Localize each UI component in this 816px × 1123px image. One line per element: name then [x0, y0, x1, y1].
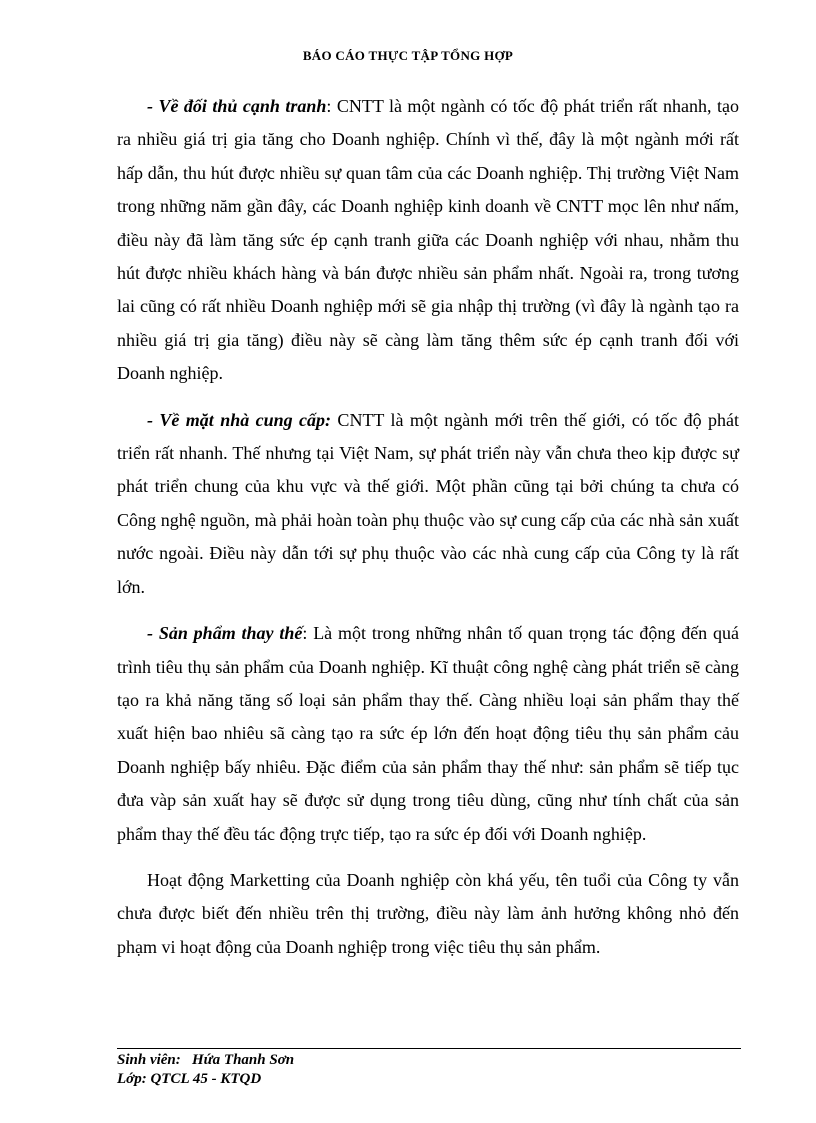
- page-header-title: BÁO CÁO THỰC TẬP TỔNG HỢP: [302, 48, 514, 63]
- footer-class-row: [117, 1070, 294, 1089]
- paragraph-text: : Là một trong những nhân tố quan trọng tác động đến quá trình tiêu thụ sản phẩm của Doanh nghiệp. Kĩ thuật công nghệ càng phát triển sẽ càng tạo ra khả năng tăng số loại sản phẩm thay thế. Càng nhiều loại sản phẩm thay thế xuất hiện bao nhiêu sã càng tạo ra sức ép lớn đến hoạt động tiêu thụ sản phẩm cảu Doanh nghiệp bấy nhiêu. Đặc điểm của sản phẩm thay thế như: sản phẩm sẽ tiếp tục đưa vàp sản xuất hay sẽ được sử dụng trong tiêu dùng, cũng như tính chất của sản phẩm thay thế đều tác động trực tiếp, tạo ra sức ép đối với Doanh nghiệp.: [117, 623, 740, 844]
- paragraph-text: Hoạt động Marketting của Doanh nghiệp còn khá yếu, tên tuổi của Công ty vẫn chưa được biết đến nhiều trên thị trường, điều này làm ảnh hưởng không nhỏ đến phạm vi hoạt động của Doanh nghiệp trong việc tiêu thụ sản phẩm.: [117, 869, 739, 957]
- class-label: Lớp:: [117, 1071, 147, 1087]
- footer-student-row: [117, 1051, 294, 1070]
- student-name: Hứa Thanh Sơn: [192, 1052, 295, 1068]
- footer-divider: [117, 1048, 741, 1049]
- paragraph-lead: - Sản phẩm thay thế: [147, 623, 303, 644]
- paragraph-text: CNTT là một ngành mới trên thế giới, có tốc độ phát triển rất nhanh. Thế nhưng tại Việt Nam, sự phát triển này vẫn chưa theo kịp được sự phát triển chung của khu vực và thế giới. Một phần cũng tại bởi chúng ta chưa có Công nghệ nguồn, mà phải hoàn toàn phụ thuộc vào sự cung cấp của các nhà sản xuất nước ngoài. Điều này dẫn tới sự phụ thuộc vào các nhà cung cấp của Công ty là rất lớn.: [117, 409, 739, 597]
- class-value: QTCL 45 - KTQD: [150, 1071, 262, 1087]
- page-footer: [117, 1051, 294, 1089]
- paragraph-lead: - Về mặt nhà cung cấp:: [147, 409, 332, 430]
- paragraph-suppliers: [117, 404, 739, 604]
- paragraph-substitutes: [117, 617, 739, 851]
- document-body: [117, 90, 739, 977]
- paragraph-text: : CNTT là một ngành có tốc độ phát triển rất nhanh, tạo ra nhiều giá trị gia tăng cho Doanh nghiệp. Chính vì thế, đây là một ngành mới rất hấp dẫn, thu hút được nhiều sự quan tâm của các Doanh nghiệp. Thị trường Việt Nam trong những năm gần đây, các Doanh nghiệp kinh doanh về CNTT mọc lên như nấm, điều này đã làm tăng sức ép cạnh tranh giữa các Doanh nghiệp với nhau, nhằm thu hút được nhiều khách hàng và bán được nhiều sản phẩm nhất. Ngoài ra, trong tương lai cũng có rất nhiều Doanh nghiệp mới sẽ gia nhập thị trường (vì đây là ngành tạo ra nhiều giá trị gia tăng) điều này sẽ càng làm tăng thêm sức ép cạnh tranh đối với Doanh nghiệp.: [117, 96, 739, 384]
- paragraph-marketing: [117, 864, 739, 964]
- student-label: Sinh viên:: [117, 1052, 181, 1068]
- paragraph-competitors: [117, 90, 739, 391]
- paragraph-lead: - Về đối thủ cạnh tranh: [147, 96, 327, 116]
